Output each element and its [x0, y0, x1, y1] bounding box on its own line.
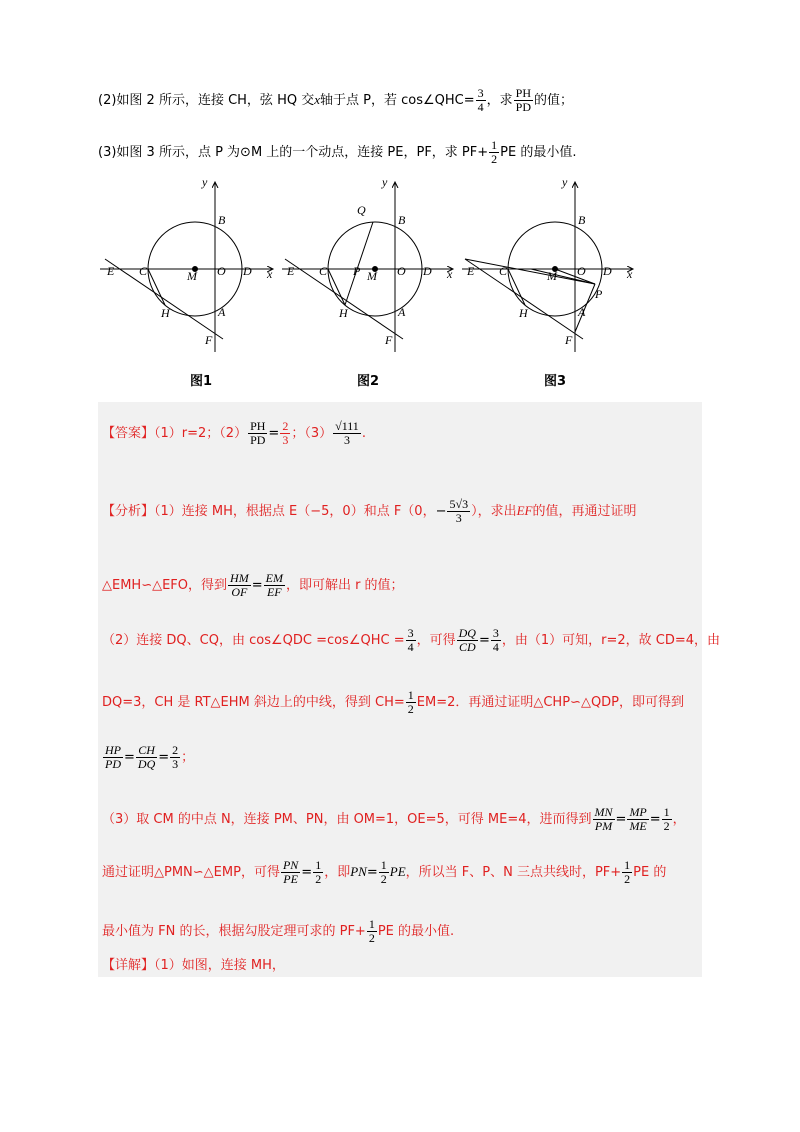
fig2-label-Q: Q — [357, 203, 366, 217]
analysis-tag: 【分析】 — [102, 504, 155, 519]
q2-fraction-ph-pd: $\frac{PH}{PD}$ — [515, 86, 531, 114]
analysis-l3-text-a: （2）连接 DQ、CQ，由 cos∠QDC =cos∠QHC = — [102, 633, 405, 648]
analysis-l7-text-b: ，即 — [324, 865, 351, 880]
question-line-3 — [98, 139, 576, 166]
analysis-l2-text-a: △EMH∽△EFO，得到 — [102, 578, 228, 593]
analysis-l7-fraction-pn-pe: $\frac{PN}{PE}$ — [282, 858, 299, 886]
answer-fraction-2-3: $\frac{2}{3}$ — [282, 419, 289, 447]
fig2-label-H: H — [339, 306, 348, 320]
fig2-label-M: M — [367, 269, 377, 283]
analysis-l6-text-b: ， — [672, 812, 686, 827]
fig3-label-O: O — [577, 264, 586, 278]
fig1-label-A: A — [218, 305, 226, 319]
detail-tag: 【详解】 — [102, 958, 155, 973]
analysis-l3-text-b: ，可得 — [416, 633, 456, 648]
fig2-label-x: x — [447, 267, 453, 281]
fig2-label-y: y — [382, 175, 388, 189]
detail-text: （1）如图，连接 MH， — [154, 958, 285, 973]
answer-fraction-sqrt111: $\frac{√111}{3}$ — [335, 419, 359, 447]
q2-text-b: 轴于点 P，若 cos∠QHC= — [320, 93, 475, 108]
analysis-l7-fraction-1-2-c: $\frac{1}{2}$ — [624, 858, 631, 886]
analysis-l3-text-c: ，由（1）可知，r=2，故 CD=4，由 — [501, 633, 721, 648]
answer-line — [102, 420, 366, 447]
answer-tag: 【答案】 — [102, 426, 155, 441]
analysis-l4-fraction-half: $\frac{1}{2}$ — [407, 688, 414, 716]
fig2-label-O: O — [397, 264, 406, 278]
fig3-label-B: B — [578, 213, 586, 227]
q2-text-c: ，求 — [486, 93, 513, 108]
q2-fraction-3-4: $\frac{3}{4}$ — [477, 86, 484, 114]
analysis-l2-fraction-hm-of: $\frac{HM}{OF}$ — [230, 571, 249, 599]
analysis-l6-fraction-1-2: $\frac{1}{2}$ — [663, 805, 670, 833]
fig1-label-x: x — [267, 267, 273, 281]
fig2-label-D: D — [423, 264, 432, 278]
analysis-l4-text-b: EM=2．再通过证明△CHP∽△QDP，即可得到 — [416, 695, 685, 710]
analysis-l6-fraction-mn-pm: $\frac{MN}{PM}$ — [594, 805, 613, 833]
answer-part2: ；（3） — [291, 426, 333, 441]
fig1-label-H: H — [161, 306, 170, 320]
question-line-2 — [98, 87, 573, 114]
analysis-l5-fraction-hp-pd: $\frac{HP}{PD}$ — [105, 743, 121, 771]
analysis-l6-eq1: = — [615, 812, 627, 827]
figure-3-caption: 图3 — [544, 374, 567, 389]
analysis-line-6 — [102, 806, 686, 833]
fig3-label-x: x — [627, 267, 633, 281]
analysis-line-8 — [102, 918, 454, 945]
analysis-l7-fraction-1-2: $\frac{1}{2}$ — [315, 858, 322, 886]
q2-x-var: x — [314, 92, 320, 107]
analysis-l8-fraction-half: $\frac{1}{2}$ — [368, 917, 375, 945]
answer-part3: . — [361, 426, 366, 441]
fig2-label-F: F — [385, 333, 393, 347]
analysis-l1-text-a: （1）连接 MH，根据点 E（−5，0）和点 F（0， — [154, 504, 436, 519]
analysis-line-4 — [102, 689, 684, 716]
fig1-label-C: C — [139, 264, 148, 278]
analysis-l2-text-b: ，即可解出 r 的值； — [285, 578, 404, 593]
analysis-l2-eq: = — [251, 578, 263, 593]
fig1-label-O: O — [217, 264, 226, 278]
q3-text-b: PE 的最小值. — [500, 145, 577, 160]
analysis-l5-fraction-2-3: $\frac{2}{3}$ — [172, 743, 179, 771]
fig3-label-M: M — [547, 269, 557, 283]
q3-text-a: (3)如图 3 所示，点 P 为⊙M 上的一个动点，连接 PE，PF，求 PF+ — [98, 145, 489, 160]
fig3-label-A: A — [578, 305, 586, 319]
analysis-l1-fraction: $\frac{5√3}{3}$ — [449, 497, 469, 525]
fig2-label-P: P — [353, 264, 361, 278]
analysis-l5-text-b: ； — [181, 750, 195, 765]
analysis-line-7 — [102, 859, 666, 886]
fig1-label-D: D — [243, 264, 252, 278]
analysis-l1-text-c: 的值，再通过证明 — [532, 504, 637, 519]
analysis-l6-text-a: （3）取 CM 的中点 N，连接 PM、PN，由 OM=1，OE=5，可得 ME=4，进而得到 — [102, 812, 592, 827]
analysis-l7-fraction-1-2-b: $\frac{1}{2}$ — [380, 858, 387, 886]
analysis-l7-eq: = — [301, 865, 313, 880]
fig3-label-C: C — [499, 264, 508, 278]
answer-equals: = — [268, 426, 280, 441]
q2-text-a: (2)如图 2 所示，连接 CH，弦 HQ 交 — [98, 93, 315, 108]
answer-part1: （1）r=2；（2） — [154, 426, 248, 441]
fig2-label-E: E — [287, 264, 295, 278]
analysis-l2-fraction-em-ef: $\frac{EM}{EF}$ — [265, 571, 283, 599]
fig1-label-y: y — [202, 175, 208, 189]
analysis-l5-fraction-ch-dq: $\frac{CH}{DQ}$ — [137, 743, 156, 771]
analysis-l1-ef: EF — [516, 503, 533, 518]
detail-line — [102, 957, 285, 975]
analysis-l7-pe: PE — [389, 864, 406, 879]
analysis-l7-text-c: ，所以当 F、P、N 三点共线时，PF+ — [405, 865, 622, 880]
analysis-l7-text-a: 通过证明△PMN∽△EMP，可得 — [102, 865, 280, 880]
analysis-l3-eq: = — [478, 633, 490, 648]
geometry-figures — [95, 172, 655, 394]
q3-fraction-half: $\frac{1}{2}$ — [491, 138, 498, 166]
q2-text-d: 的值； — [533, 93, 573, 108]
analysis-l5-eq2: = — [158, 750, 170, 765]
analysis-l7-text-d: PE 的 — [633, 865, 667, 880]
analysis-l3-fraction-3-4: $\frac{3}{4}$ — [407, 626, 414, 654]
fig1-label-E: E — [107, 264, 115, 278]
fig1-label-M: M — [187, 269, 197, 283]
fig3-label-D: D — [603, 264, 612, 278]
analysis-l7-eq2: = — [366, 865, 378, 880]
analysis-l6-fraction-mp-me: $\frac{MP}{ME}$ — [629, 805, 647, 833]
analysis-line-5 — [102, 744, 194, 771]
analysis-l3-fraction-dq-cd: $\frac{DQ}{CD}$ — [458, 626, 476, 654]
analysis-l5-eq1: = — [124, 750, 135, 765]
fig3-label-H: H — [519, 306, 528, 320]
analysis-line-1 — [102, 498, 637, 525]
fig2-label-C: C — [319, 264, 328, 278]
fig1-label-B: B — [218, 213, 226, 227]
analysis-l4-text-a: DQ=3，CH 是 RT△EHM 斜边上的中线，得到 CH= — [102, 695, 405, 710]
analysis-l1-text-b: ），求出 — [471, 504, 517, 519]
fig2-label-A: A — [398, 305, 406, 319]
fig3-label-y: y — [562, 175, 568, 189]
analysis-l6-eq2: = — [649, 812, 661, 827]
figure-2-caption: 图2 — [357, 374, 380, 389]
analysis-line-3 — [102, 627, 720, 654]
analysis-l3-fraction-3-4-b: $\frac{3}{4}$ — [492, 626, 499, 654]
fig3-label-F: F — [565, 333, 573, 347]
analysis-l1-neg: − — [435, 504, 447, 519]
analysis-l8-text-b: PE 的最小值. — [377, 924, 455, 939]
fig1-label-F: F — [205, 333, 213, 347]
figure-1-caption: 图1 — [190, 374, 213, 389]
fig2-label-B: B — [398, 213, 406, 227]
analysis-line-2 — [102, 572, 404, 599]
fig3-label-P: P — [595, 287, 603, 301]
analysis-l7-pn: PN — [350, 864, 367, 879]
analysis-l8-text-a: 最小值为 FN 的长，根据勾股定理可求的 PF+ — [102, 924, 366, 939]
fig3-label-E: E — [467, 264, 475, 278]
answer-fraction-ph-pd: $\frac{PH}{PD}$ — [250, 419, 266, 447]
